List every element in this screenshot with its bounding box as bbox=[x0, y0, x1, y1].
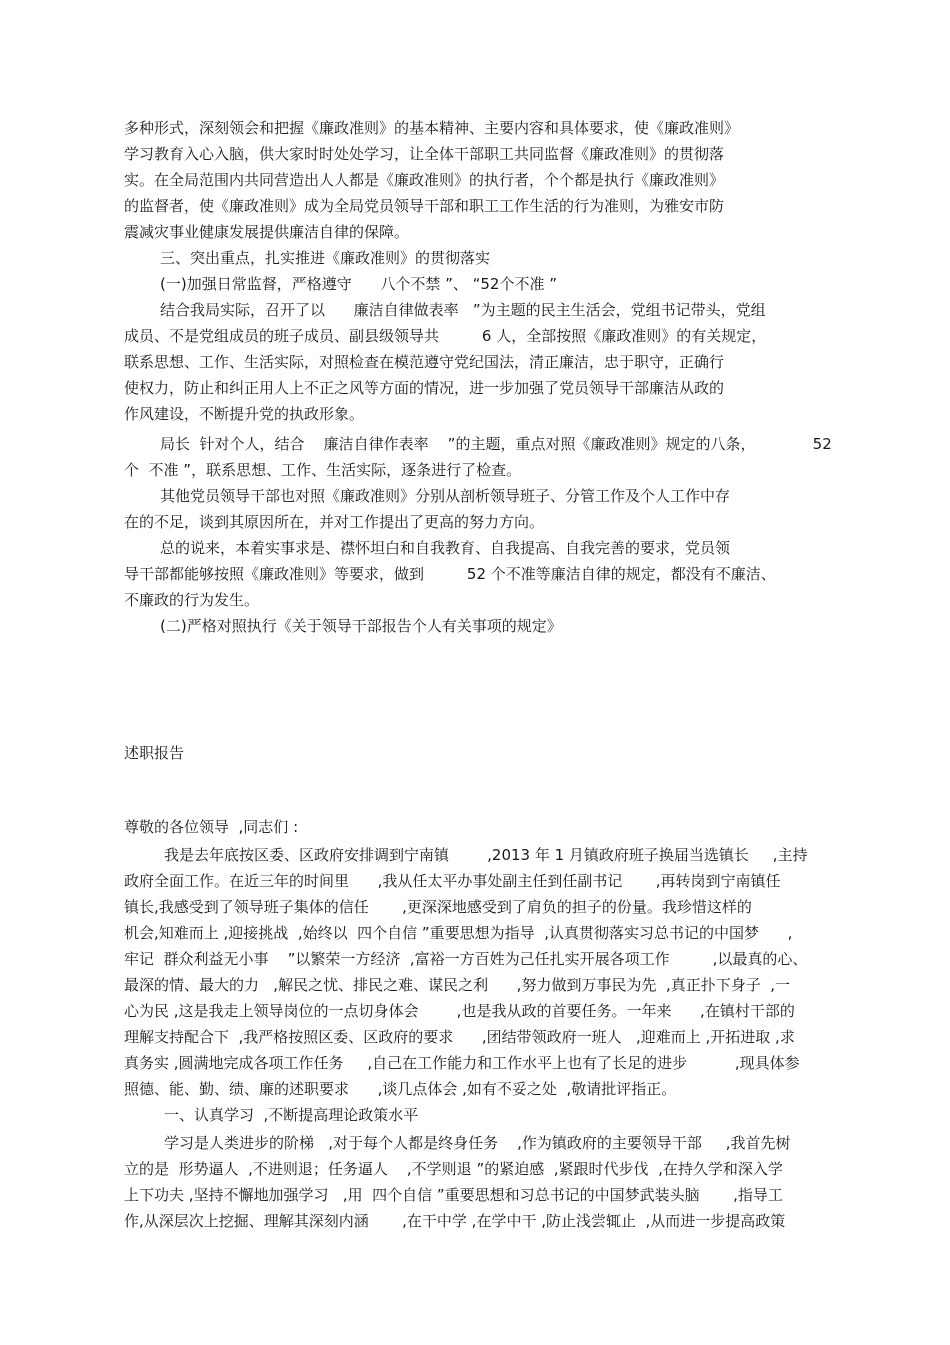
paragraph-line: 心为民 ,这是我走上领导岗位的一点切身体会 ,也是我从政的首要任务。一年来 ,在镇村干部的 bbox=[124, 1002, 795, 1020]
paragraph-line: 真务实 ,圆满地完成各项工作任务 ,自己在工作能力和工作水平上也有了长足的进步 ,现具体参 bbox=[124, 1054, 800, 1072]
paragraph-line: 总的说来，本着实事求是、襟怀坦白和自我教育、自我提高、自我完善的要求，党员领 bbox=[160, 539, 731, 557]
paragraph-line: 在的不足，谈到其原因所在，并对工作提出了更高的努力方向。 bbox=[124, 513, 545, 531]
subsection-heading: (二)严格对照执行《关于领导干部报告个人有关事项的规定》 bbox=[160, 617, 562, 635]
paragraph-line: 理解支持配合下 ,我严格按照区委、区政府的要求 ,团结带领政府一班人 ,迎难而上 ,开拓进取 ,求 bbox=[124, 1028, 795, 1046]
paragraph-line: 机会,知难而上 ,迎接挑战 ,始终以 四个自信 ”重要思想为指导 ,认真贯彻落实习总书记的中国梦 , bbox=[124, 924, 793, 942]
paragraph-line: 牢记 群众利益无小事 ”以繁荣一方经济 ,富裕一方百姓为己任扎实开展各项工作 ,以最真的心、 bbox=[124, 950, 808, 968]
salutation: 尊敬的各位领导 ,同志们 : bbox=[124, 818, 299, 836]
paragraph-line: 学习教育入心入脑，供大家时时处处学习，让全体干部职工共同监督《廉政准则》的贯彻落 bbox=[124, 145, 725, 163]
paragraph-line: 最深的情、最大的力 ,解民之忧、排民之难、谋民之利 ,努力做到万事民为先 ,真正扑下身子 ,一 bbox=[124, 976, 791, 994]
section-heading: 三、突出重点，扎实推进《廉政准则》的贯彻落实 bbox=[160, 249, 491, 267]
paragraph-line: 学习是人类进步的阶梯 ,对于每个人都是终身任务 ,作为镇政府的主要领导干部 ,我首先树 bbox=[164, 1134, 791, 1152]
paragraph-line: 使权力，防止和纠正用人上不正之风等方面的情况，进一步加强了党员领导干部廉洁从政的 bbox=[124, 379, 725, 397]
subsection-heading: (一)加强日常监督，严格遵守 八个不禁 ”、 “52个不准 ” bbox=[160, 275, 558, 293]
paragraph-line: 作,从深层次上挖掘、理解其深刻内涵 ,在干中学 ,在学中干 ,防止浅尝辄止 ,从而进一步提高政策 bbox=[124, 1212, 786, 1230]
paragraph-line: 成员、不是党组成员的班子成员、副县级领导共 6 人，全部按照《廉政准则》的有关规定， bbox=[124, 327, 767, 345]
paragraph-line: 其他党员领导干部也对照《廉政准则》分别从剖析领导班子、分管工作及个人工作中存 bbox=[160, 487, 731, 505]
paragraph-line: 的监督者，使《廉政准则》成为全局党员领导干部和职工工作生活的行为准则，为雅安市防 bbox=[124, 197, 725, 215]
paragraph-line: 震减灾事业健康发展提供廉洁自律的保障。 bbox=[124, 223, 410, 241]
paragraph-line: 局长 针对个人，结合 廉洁自律作表率 ”的主题，重点对照《廉政准则》规定的八条， 52 bbox=[160, 435, 832, 453]
paragraph-line: 导干部都能够按照《廉政准则》等要求，做到 52 个不准等廉洁自律的规定，都没有不廉洁、 bbox=[124, 565, 776, 583]
paragraph-line: 政府全面工作。在近三年的时间里 ,我从任太平办事处副主任到任副书记 ,再转岗到宁南镇任 bbox=[124, 872, 781, 890]
paragraph-line: 上下功夫 ,坚持不懈地加强学习 ,用 四个自信 ”重要思想和习总书记的中国梦武装头脑 ,指导工 bbox=[124, 1186, 783, 1204]
paragraph-line: 照德、能、勤、绩、廉的述职要求 ,谈几点体会 ,如有不妥之处 ,敬请批评指正。 bbox=[124, 1080, 677, 1098]
paragraph-line: 结合我局实际，召开了以 廉洁自律做表率 ”为主题的民主生活会，党组书记带头，党组 bbox=[160, 301, 766, 319]
paragraph-line: 个 不准 ”，联系思想、工作、生活实际，逐条进行了检查。 bbox=[124, 461, 522, 479]
paragraph-line: 联系思想、工作、生活实际，对照检查在模范遵守党纪国法，清正廉洁，忠于职守，正确行 bbox=[124, 353, 725, 371]
paragraph-line: 多种形式，深刻领会和把握《廉政准则》的基本精神、主要内容和具体要求，使《廉政准则》 bbox=[124, 119, 740, 137]
paragraph-line: 镇长,我感受到了领导班子集体的信任 ,更深深地感受到了肩负的担子的份量。我珍惜这样的 bbox=[124, 898, 752, 916]
paragraph-line: 立的是 形势逼人 ,不进则退；任务逼人 ,不学则退 ”的紧迫感 ,紧跟时代步伐 ,在持久学和深入学 bbox=[124, 1160, 783, 1178]
paragraph-line: 实。在全局范围内共同营造出人人都是《廉政准则》的执行者，个个都是执行《廉政准则》 bbox=[124, 171, 725, 189]
paragraph-line: 不廉政的行为发生。 bbox=[124, 591, 260, 609]
report-title: 述职报告 bbox=[124, 744, 185, 762]
section-heading: 一、认真学习 ,不断提高理论政策水平 bbox=[164, 1106, 419, 1124]
paragraph-line: 我是去年底按区委、区政府安排调到宁南镇 ,2013 年 1 月镇政府班子换届当选镇长 ,主持 bbox=[164, 846, 808, 864]
paragraph-line: 作风建设，不断提升党的执政形象。 bbox=[124, 405, 365, 423]
